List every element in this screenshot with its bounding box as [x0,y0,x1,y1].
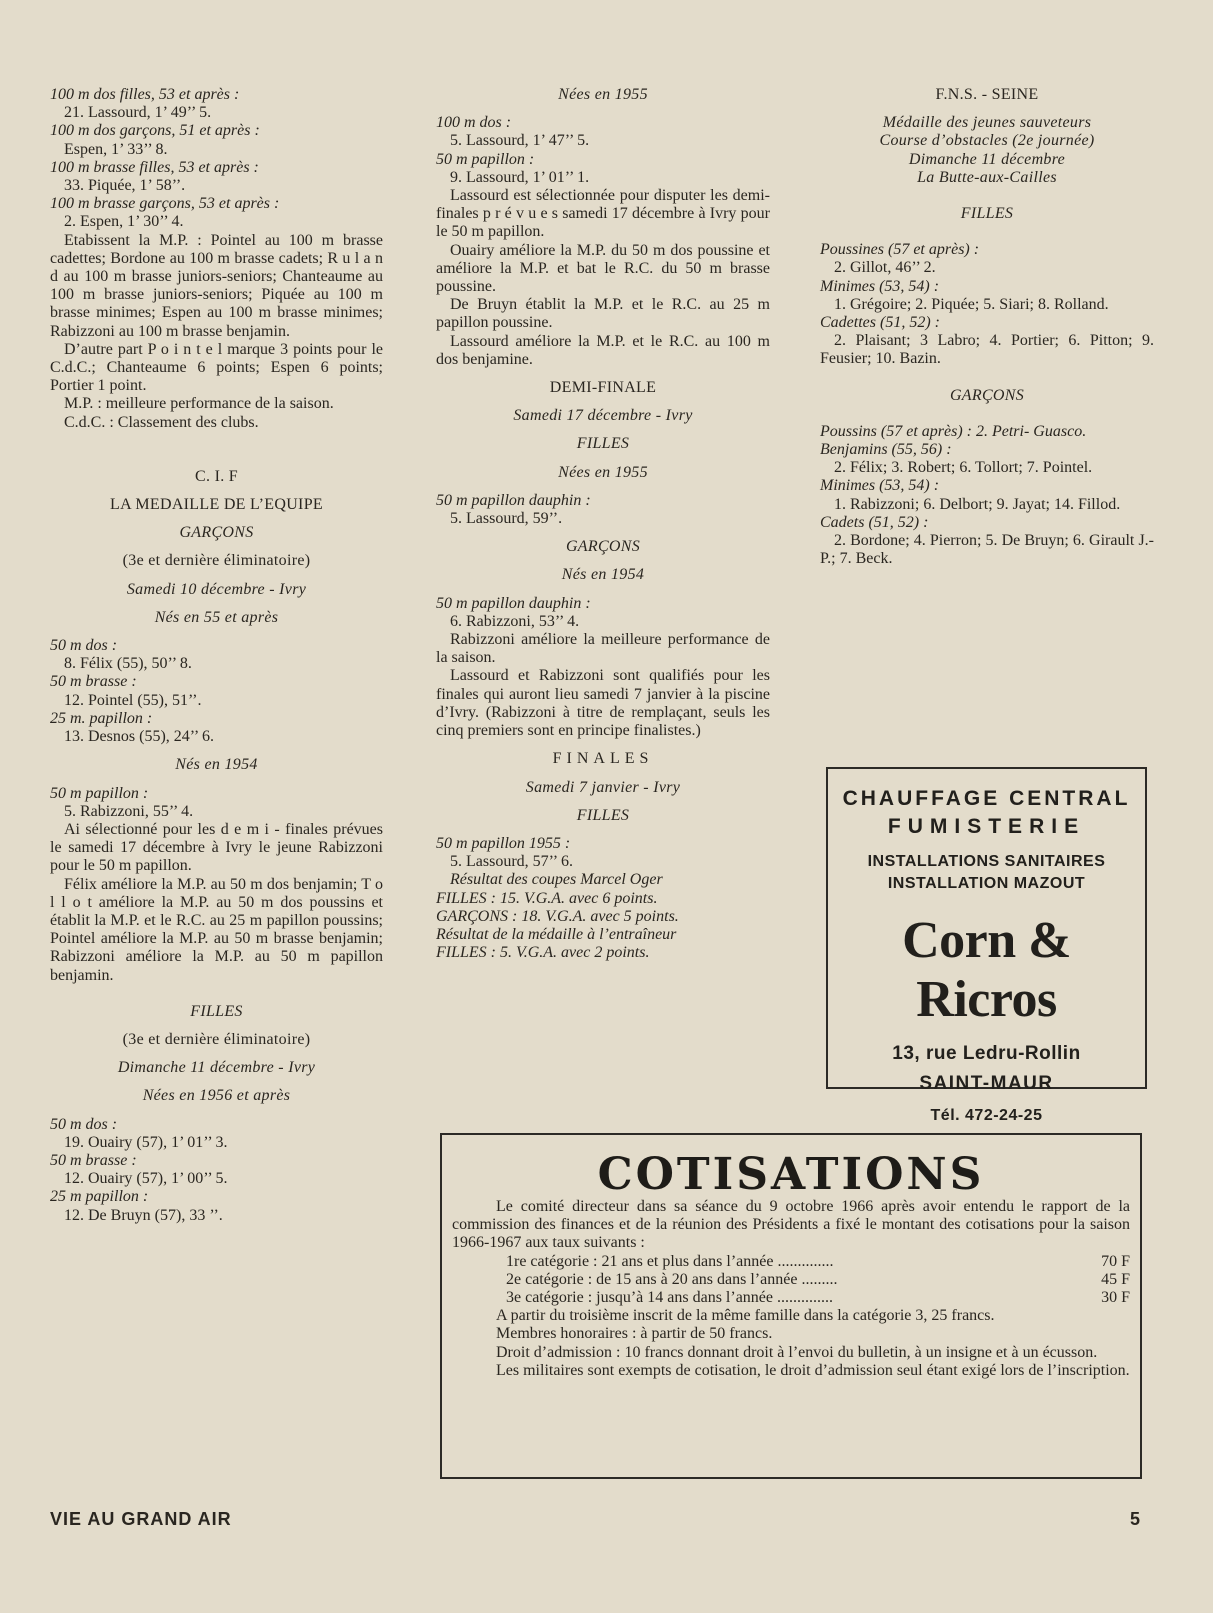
paragraph: Droit d’admission : 10 francs donnant droit à l’envoi du bulletin, à un insigne et à un écusson. [496,1343,1098,1361]
paragraph: Lassourd et Rabizzoni sont qualifiés pour les finales qui auront lieu samedi 7 janvier à la piscine d’Ivry. (Rabizzoni à titre de remplaçant, seuls les cinq premiers sont en principe finalistes.) [436,667,770,740]
cotisations-box [440,1133,1142,1479]
page-number: 5 [1130,1509,1141,1529]
paragraph: M.P. : meilleure performance de la saison. [64,395,334,413]
result-line: 6. Rabizzoni, 53’’ 4. [450,612,580,630]
category-row [452,1253,1130,1271]
event-heading: 50 m brasse : [50,673,137,691]
section-heading: Nées en 1956 et après [142,1087,291,1105]
result-line: 2. Plaisant; 3 Labro; 4. Portier; 6. Pitton; 9. Feusier; 10. Bazin. [820,332,1154,368]
result-line: 5. Rabizzoni, 55’’ 4. [64,802,194,820]
result-line: 12. Pointel (55), 51’’. [64,691,202,709]
ad-line: CHAUFFAGE CENTRAL [842,787,1131,810]
section-heading: GARÇONS [565,538,641,556]
result-line: 8. Félix (55), 50’’ 8. [64,655,192,673]
section-heading: LA MEDAILLE DE L’EQUIPE [110,496,323,514]
section-heading: FINALES [552,750,654,768]
result-line: 12. Ouairy (57), 1’ 00’’ 5. [64,1170,228,1188]
event-heading: 100 m dos : [436,114,512,132]
result-line: 5. Lassourd, 57’’ 6. [450,853,573,871]
result-line: 13. Desnos (55), 24’’ 6. [64,728,215,746]
result-line: GARÇONS : 18. V.G.A. avec 5 points. [436,907,679,925]
result-line: Résultat de la médaille à l’entraîneur [436,925,677,943]
event-heading: 50 m brasse : [50,1151,137,1169]
result-line: 12. De Bruyn (57), 33 ’’. [64,1206,223,1224]
section-heading: FILLES [576,806,630,824]
event-heading: 50 m papillon dauphin : [436,491,591,509]
paragraph: D’autre part P o i n t e l marque 3 points pour le C.d.C.; Chanteaume 6 points; Espen 6 points; Portier 1 point. [50,340,383,395]
cotisations-title: COTISATIONS [597,1149,985,1200]
result-line: 9. Lassourd, 1’ 01’’ 1. [450,168,590,186]
category-price: 30 F [1101,1289,1130,1307]
category-text: 1re catégorie : 21 ans et plus dans l’année .............. [506,1252,834,1270]
result-line: Espen, 1’ 33’’ 8. [64,140,168,158]
event-heading: 100 m dos filles, 53 et après : [50,86,240,103]
category-heading: Benjamins (55, 56) : [820,441,952,459]
section-heading: Médaille des jeunes sauveteurs [882,114,1092,132]
section-heading: C. I. F [195,467,238,485]
section-heading: Dimanche 11 décembre - Ivry [117,1059,316,1077]
paragraph: Ai sélectionné pour les d e m i - finales prévues le samedi 17 décembre à Ivry le jeune Rabizzoni pour le 50 m papillon. [50,820,383,875]
result-line: 19. Ouairy (57), 1’ 01’’ 3. [64,1133,228,1151]
category-heading: Minimes (53, 54) : [820,477,940,495]
event-heading: 100 m dos garçons, 51 et après : [50,122,260,140]
paragraph: A partir du troisième inscrit de la même famille dans la catégorie 3, 25 francs. [496,1307,995,1325]
paragraph: Félix améliore la M.P. au 50 m dos benjamin; T o l l o t améliore la M.P. au 50 m dos poussins et établit la M.P. et le R.C. au 25 m papillon poussins; Pointel améliore la M.P. au 50 m brasse benjamin; Rabizzoni améliore la M.P. au 50 m papillon benjamin. [50,875,383,984]
column-2 [436,86,770,962]
paragraph: Membres honoraires : à partir de 50 francs. [496,1325,773,1343]
result-line: Résultat des coupes Marcel Oger [450,871,663,889]
section-heading: GARÇONS [949,386,1025,404]
paragraph: C.d.C. : Classement des clubs. [64,413,259,431]
section-heading: Nées en 1955 [558,86,648,103]
event-heading: 50 m papillon : [50,784,149,802]
section-heading: Samedi 10 décembre - Ivry [126,580,307,598]
result-line: 1. Grégoire; 2. Piquée; 5. Siari; 8. Rolland. [834,295,1109,313]
paragraph: Ouairy améliore la M.P. du 50 m dos poussine et améliore la M.P. et bat le R.C. du 50 m brasse poussine. [436,241,770,296]
event-heading: 50 m dos : [50,637,118,655]
section-heading: GARÇONS [179,524,254,542]
category-heading: Poussins (57 et après) : 2. Petri- Guasco. [820,422,1087,440]
ad-line: FUMISTERIE [887,815,1086,838]
paragraph: Le comité directeur dans sa séance du 9 octobre 1966 après avoir entendu le rapport de la commission des finances et de la réunion des Présidents a fixé le montant des cotisations pour la saison 1966-1967 aux taux suivants : [452,1198,1130,1252]
publication-name: VIE AU GRAND AIR [50,1509,232,1529]
category-heading: Cadets (51, 52) : [820,513,929,531]
section-heading: (3e et dernière éliminatoire) [122,552,311,570]
cotisations-body [452,1198,1130,1380]
section-heading: Nés en 55 et après [154,608,279,626]
paragraph: De Bruyn établit la M.P. et le R.C. au 25 m papillon poussine. [436,296,770,332]
section-heading: Dimanche 11 décembre [908,150,1066,168]
result-line: 2. Bordone; 4. Pierron; 5. De Bruyn; 6. Girault J.-P.; 7. Beck. [820,532,1154,568]
event-heading: 25 m. papillon : [50,709,153,727]
result-line: 33. Piquée, 1’ 58’’. [64,177,186,195]
section-heading: Nés en 1954 [175,756,258,774]
result-line: FILLES : 5. V.G.A. avec 2 points. [436,944,650,962]
section-heading: FILLES [576,435,630,453]
result-line: 2. Gillot, 46’’ 2. [834,259,936,277]
advertisement [826,767,1147,1124]
ad-line: INSTALLATIONS SANITAIRES [867,853,1106,870]
section-heading: FILLES [190,1002,243,1020]
category-heading: Minimes (53, 54) : [820,277,940,295]
result-line: 2. Espen, 1’ 30’’ 4. [64,213,184,231]
category-price: 70 F [1101,1252,1130,1270]
category-text: 2e catégorie : de 15 ans à 20 ans dans l’année ......... [506,1270,838,1288]
category-price: 45 F [1101,1270,1130,1288]
ad-city: SAINT-MAUR [919,1073,1054,1094]
event-heading: 50 m papillon : [436,150,535,168]
section-heading: (3e et dernière éliminatoire) [122,1030,311,1048]
ad-line: INSTALLATION MAZOUT [887,875,1086,892]
category-heading: Cadettes (51, 52) : [820,314,940,332]
paragraph: Lassourd améliore la M.P. et le R.C. au 100 m dos benjamine. [436,332,770,368]
event-heading: 100 m brasse filles, 53 et après : [50,158,259,176]
section-heading: Samedi 7 janvier - Ivry [525,778,681,796]
category-row [452,1289,1130,1307]
ad-address: 13, rue Ledru-Rollin [892,1043,1081,1064]
section-heading: DEMI-FINALE [549,379,657,397]
section-heading: Nées en 1955 [558,463,648,481]
section-heading: F.N.S. - SEINE [935,86,1039,103]
section-heading: FILLES [960,205,1014,223]
result-line: 1. Rabizzoni; 6. Delbort; 9. Jayat; 14. Fillod. [834,495,1121,513]
event-heading: 50 m papillon 1955 : [436,834,571,852]
result-line: 2. Félix; 3. Robert; 6. Tollort; 7. Pointel. [834,459,1093,477]
category-row [452,1271,1130,1289]
section-heading: Nés en 1954 [561,566,645,584]
category-heading: Poussines (57 et après) : [820,241,980,259]
event-heading: 100 m brasse garçons, 53 et après : [50,195,280,213]
ad-brand: Corn & Ricros [902,912,1071,1028]
paragraph: Etabissent la M.P. : Pointel au 100 m brasse cadettes; Bordone au 100 m brasse cadets; R u l a n d au 100 m brasse juniors-seniors; Chanteaume au 100 m brasse juniors-seniors; Piquée au 100 m brasse minimes; Espen au 100 m brasse minimes; Rabizzoni au 100 m brasse benjamin. [50,231,383,340]
section-heading: Course d’obstacles (2e journée) [879,132,1095,150]
category-text: 3e catégorie : jusqu’à 14 ans dans l’année .............. [506,1289,834,1307]
event-heading: 25 m papillon : [50,1188,149,1206]
paragraph: Rabizzoni améliore la meilleure performance de la saison. [436,631,770,667]
event-heading: 50 m dos : [50,1115,118,1133]
result-line: 5. Lassourd, 59’’. [450,510,563,528]
result-line: 21. Lassourd, 1’ 49’’ 5. [64,104,212,122]
section-heading: La Butte-aux-Cailles [917,168,1057,186]
result-line: FILLES : 15. V.G.A. avec 6 points. [436,889,658,907]
event-heading: 50 m papillon dauphin : [436,594,591,612]
result-line: 5. Lassourd, 1’ 47’’ 5. [450,132,590,150]
ad-phone: Tél. 472-24-25 [930,1107,1043,1124]
column-1 [50,86,383,1225]
section-heading: Samedi 17 décembre - Ivry [513,407,693,425]
paragraph: Lassourd est sélectionnée pour disputer les demi-finales p r é v u e s samedi 17 décembre à Ivry pour le 50 m papillon. [436,187,770,241]
paragraph: Les militaires sont exempts de cotisation, le droit d’admission seul étant exigé lors de l’inscription. [496,1361,1130,1379]
column-3 [820,86,1154,568]
